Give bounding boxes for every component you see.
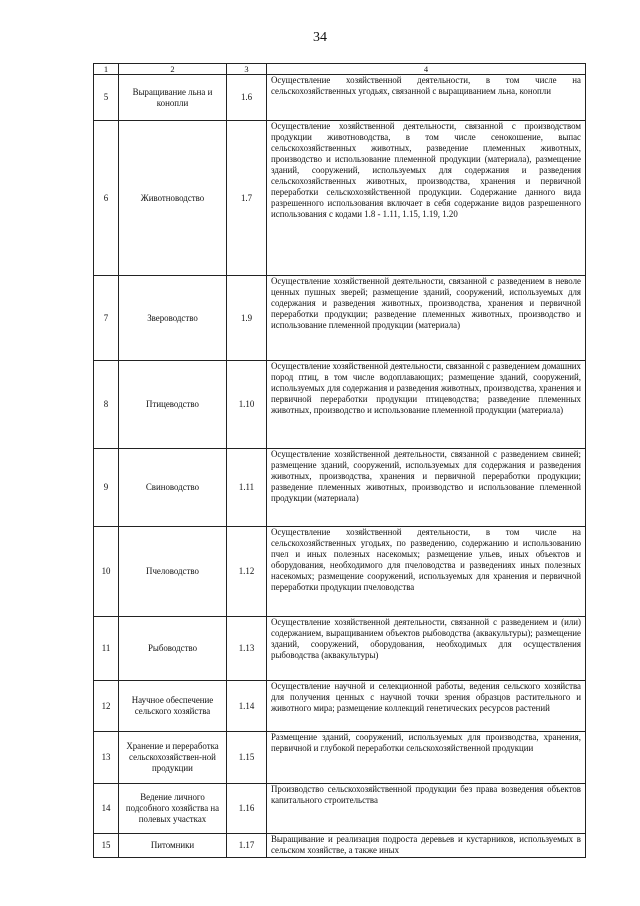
land-use-table (93, 63, 586, 858)
row-number: 15 (94, 834, 119, 858)
table-row (94, 681, 586, 732)
use-type-description: Осуществление хозяйственной деятельности, связанной с разведением и (или) содержанием, выращиванием объектов рыбоводства (аквакультуры); размещение зданий, сооружений, оборудования, необходимых для осуществления рыбоводства (аквакультуры) (267, 617, 586, 681)
use-type-name: Хранение и переработка сельскохозяйствен-ной продукции (119, 732, 227, 784)
header-cell-4: 4 (267, 64, 586, 75)
use-type-name: Животноводство (119, 121, 227, 276)
use-type-code: 1.7 (227, 121, 267, 276)
use-type-code: 1.12 (227, 527, 267, 617)
use-type-code: 1.16 (227, 784, 267, 834)
row-number: 5 (94, 75, 119, 121)
row-number: 7 (94, 276, 119, 361)
row-number: 12 (94, 681, 119, 732)
use-type-description: Осуществление хозяйственной деятельности, связанной с разведением домашних пород птиц, в том числе водоплавающих; размещение зданий, сооружений, используемых для содержания и разведения животных, производства, хранения и первичной переработки продукции птицеводства; разведение племенных животных, производство и использование племенной продукции (материала) (267, 361, 586, 449)
use-type-code: 1.9 (227, 276, 267, 361)
table-row (94, 617, 586, 681)
table-row (94, 449, 586, 527)
use-type-description: Осуществление хозяйственной деятельности, связанной с разведением в неволе ценных пушных зверей; размещение зданий, сооружений, используемых для содержания и разведения животных, производства, хранения и первичной переработки продукции; разведение племенных животных, производство и использование племенной продукции (материала) (267, 276, 586, 361)
use-type-description: Осуществление хозяйственной деятельности, связанной с разведением свиней; размещение зданий, сооружений, используемых для содержания и разведения животных, производства, хранения и первичной переработки продукции; разведение племенных животных, производство и использование племенной продукции (материала) (267, 449, 586, 527)
use-type-description: Размещение зданий, сооружений, используемых для производства, хранения, первичной и глубокой переработки сельскохозяйственной продукции (267, 732, 586, 784)
row-number: 11 (94, 617, 119, 681)
use-type-name: Научное обеспечение сельского хозяйства (119, 681, 227, 732)
use-type-name: Ведение личного подсобного хозяйства на полевых участках (119, 784, 227, 834)
row-number: 9 (94, 449, 119, 527)
table-row (94, 361, 586, 449)
use-type-code: 1.15 (227, 732, 267, 784)
use-type-code: 1.10 (227, 361, 267, 449)
use-type-code: 1.13 (227, 617, 267, 681)
header-cell-3: 3 (227, 64, 267, 75)
table-header-row (94, 64, 586, 75)
use-type-description: Осуществление хозяйственной деятельности, в том числе на сельскохозяйственных угодьях, связанной с выращиванием льна, конопли (267, 75, 586, 121)
use-type-name: Рыбоводство (119, 617, 227, 681)
use-type-code: 1.11 (227, 449, 267, 527)
table-row (94, 276, 586, 361)
row-number: 13 (94, 732, 119, 784)
use-type-code: 1.17 (227, 834, 267, 858)
table-row (94, 732, 586, 784)
table-row (94, 75, 586, 121)
header-cell-1: 1 (94, 64, 119, 75)
use-type-description: Осуществление хозяйственной деятельности, связанной с производством продукции животноводства, в том числе сенокошение, выпас сельскохозяйственных животных, разведение племенных животных, производство и использование племенной продукции (материала), размещение зданий, сооружений, используемых для содержания и разведения сельскохозяйственных животных, производства, хранения и первичной переработки сельскохозяйственной продукции. Содержание данного вида разрешенного использования включает в себя содержание видов разрешенного использования с кодами 1.8 - 1.11, 1.15, 1.19, 1.20 (267, 121, 586, 276)
use-type-name: Выращивание льна и конопли (119, 75, 227, 121)
header-cell-2: 2 (119, 64, 227, 75)
page-number: 34 (313, 30, 327, 45)
table-row (94, 121, 586, 276)
use-type-name: Птицеводство (119, 361, 227, 449)
row-number: 6 (94, 121, 119, 276)
table-row (94, 527, 586, 617)
table-row (94, 834, 586, 858)
use-type-name: Звероводство (119, 276, 227, 361)
use-type-description: Выращивание и реализация подроста деревьев и кустарников, используемых в сельском хозяйстве, а также иных (267, 834, 586, 858)
table-row (94, 784, 586, 834)
use-type-code: 1.14 (227, 681, 267, 732)
use-type-description: Производство сельскохозяйственной продукции без права возведения объектов капитального строительства (267, 784, 586, 834)
row-number: 8 (94, 361, 119, 449)
use-type-name: Свиноводство (119, 449, 227, 527)
use-type-name: Пчеловодство (119, 527, 227, 617)
use-type-code: 1.6 (227, 75, 267, 121)
row-number: 10 (94, 527, 119, 617)
use-type-description: Осуществление научной и селекционной работы, ведения сельского хозяйства для получения ценных с научной точки зрения образцов растительного и животного мира; размещение коллекций генетических ресурсов растений (267, 681, 586, 732)
use-type-name: Питомники (119, 834, 227, 858)
use-type-description: Осуществление хозяйственной деятельности, в том числе на сельскохозяйственных угодьях, по разведению, содержанию и использованию пчел и иных полезных насекомых; размещение ульев, иных объектов и оборудования, необходимого для пчеловодства и разведениях иных полезных насекомых; размещение сооружений, используемых для хранения и первичной переработки продукции пчеловодства (267, 527, 586, 617)
row-number: 14 (94, 784, 119, 834)
